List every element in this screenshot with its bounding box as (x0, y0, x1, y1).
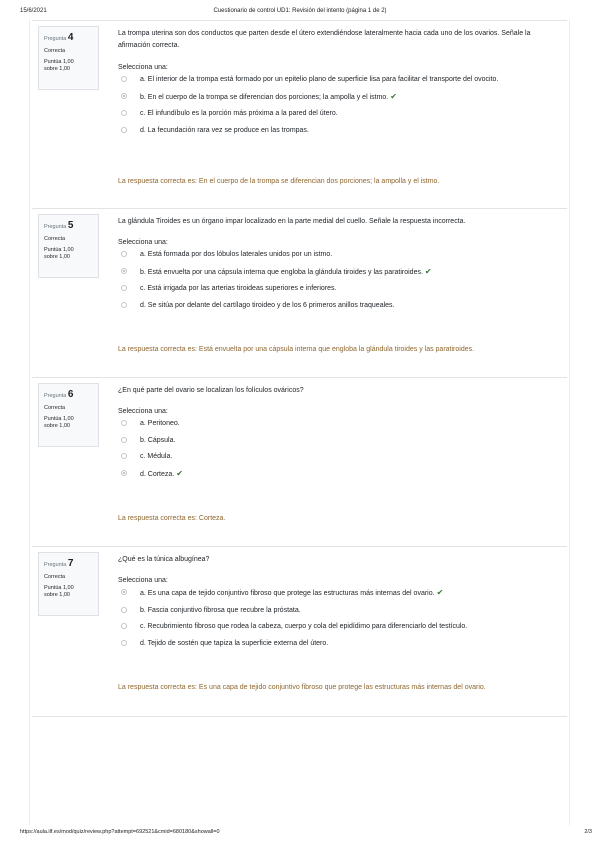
answer-option[interactable] (118, 249, 558, 261)
question-text: La glándula Tiroides es un órgano impar localizado en la parte medial del cuello. Señale la respuesta incorrecta. (118, 218, 466, 225)
answer-option[interactable] (118, 605, 558, 617)
check-icon: ✔ (436, 588, 444, 597)
question-score: Puntúa 1,00 (44, 415, 74, 422)
option-label: a. El interior de la trompa está formado por un epitelio plano de superficie lisa para facilitar el transporte del ovocito. (140, 76, 499, 83)
check-icon: ✔ (424, 266, 432, 276)
answer-option[interactable] (118, 266, 558, 279)
question-5 (38, 214, 558, 369)
right-answer: La respuesta correcta es: Es una capa de tejido conjuntivo fibroso que protege las estructuras más internas del ovario. (118, 684, 486, 691)
radio-button-selected[interactable] (121, 589, 127, 595)
radio-button[interactable] (121, 285, 127, 291)
radio-button-selected[interactable] (121, 93, 127, 99)
question-score: Puntúa 1,00 (44, 58, 74, 65)
divider (32, 546, 567, 547)
option-label: d. Corteza. (140, 470, 175, 478)
answer-option[interactable] (118, 435, 558, 447)
divider (32, 20, 567, 21)
question-info (38, 383, 99, 447)
radio-button[interactable] (121, 640, 127, 646)
print-url: https://aula.ilf.es/mod/quiz/review.php?attempt=692521&cmid=680180&showall=0 (20, 829, 220, 835)
divider (32, 208, 567, 209)
question-label: Pregunta (44, 36, 67, 42)
option-label: b. Fascia conjuntivo fibrosa que recubre la próstata. (140, 606, 301, 614)
question-content (118, 214, 558, 353)
question-content (118, 26, 558, 185)
option-label: d. La fecundación rara vez se produce en las trompas. (140, 126, 309, 134)
answer-list (118, 587, 558, 650)
answer-option[interactable] (118, 451, 558, 463)
question-4 (38, 26, 558, 201)
print-title: Cuestionario de control UD1: Revisión del intento (página 1 de 2) (213, 8, 387, 14)
option-label: c. Médula. (140, 453, 173, 460)
right-answer: La respuesta correcta es: En el cuerpo de la trompa se diferencian dos porciones; la ampolla y el istmo. (118, 178, 440, 185)
question-state: Correcta (44, 47, 66, 54)
radio-button[interactable] (121, 453, 127, 459)
question-7 (38, 552, 558, 707)
radio-button[interactable] (121, 110, 127, 116)
question-state: Correcta (44, 573, 66, 580)
option-label: a. Peritoneo. (140, 420, 180, 427)
answer-option[interactable] (118, 91, 558, 104)
answer-option[interactable] (118, 283, 558, 295)
option-label: d. Tejido de sostén que tapiza la superficie externa del útero. (140, 639, 329, 647)
page-frame-right (569, 20, 570, 825)
check-icon: ✔ (176, 468, 183, 478)
radio-button[interactable] (121, 607, 127, 613)
radio-button[interactable] (121, 76, 127, 82)
question-text: ¿Qué es la túnica albugínea? (118, 556, 210, 563)
question-max-score: sobre 1,00 (44, 592, 70, 599)
page-number: 2/3 (584, 829, 592, 835)
answer-prompt: Selecciona una: (118, 577, 168, 584)
option-label: d. Se sitúa por delante del cartílago tiroideo y de los 6 primeros anillos traqueales. (140, 301, 395, 309)
radio-button[interactable] (121, 127, 127, 133)
option-label: a. Es una capa de tejido conjuntivo fibroso que protege las estructuras más internas del ovario. (140, 590, 435, 597)
option-label: b. Cápsula. (140, 436, 176, 444)
question-max-score: sobre 1,00 (44, 423, 70, 430)
question-score: Puntúa 1,00 (44, 246, 74, 253)
question-number: 5 (67, 220, 74, 231)
print-date: 15/6/2021 (20, 8, 47, 14)
check-icon: ✔ (390, 91, 397, 101)
divider (32, 377, 567, 378)
option-label: b. Está envuelta por una cápsula interna que engloba la glándula tiroides y las paratiroides. (140, 268, 423, 276)
radio-button[interactable] (121, 420, 127, 426)
radio-button[interactable] (121, 251, 127, 257)
question-content (118, 552, 558, 691)
divider (32, 716, 567, 717)
option-label: c. Está irrigada por las arterias tiroideas superiores e inferiores. (140, 285, 337, 292)
question-info (38, 214, 99, 278)
question-info (38, 552, 99, 616)
print-footer (0, 829, 600, 839)
option-label: b. En el cuerpo de la trompa se diferencian dos porciones; la ampolla y el istmo. (140, 93, 389, 101)
answer-option[interactable] (118, 108, 558, 120)
answer-option[interactable] (118, 587, 558, 600)
answer-prompt: Selecciona una: (118, 408, 168, 415)
question-label: Pregunta (44, 393, 67, 399)
answer-option[interactable] (118, 638, 558, 650)
print-header (0, 8, 600, 20)
question-info (38, 26, 99, 90)
radio-button[interactable] (121, 302, 127, 308)
question-label: Pregunta (44, 224, 67, 230)
answer-list (118, 74, 558, 137)
question-text: ¿En qué parte del ovario se localizan los folículos ováricos? (118, 387, 304, 394)
radio-button-selected[interactable] (121, 470, 127, 476)
radio-button[interactable] (121, 437, 127, 443)
question-state: Correcta (44, 404, 66, 411)
answer-list (118, 418, 558, 481)
page-frame-left (29, 20, 30, 825)
right-answer: La respuesta correcta es: Corteza. (118, 515, 226, 522)
question-max-score: sobre 1,00 (44, 254, 70, 261)
question-number: 4 (67, 32, 74, 43)
question-6 (38, 383, 558, 538)
answer-option[interactable] (118, 125, 558, 137)
option-label: c. El infundíbulo es la porción más próxima a la pared del útero. (140, 110, 338, 117)
answer-list (118, 249, 558, 312)
answer-option[interactable] (118, 300, 558, 312)
radio-button[interactable] (121, 623, 127, 629)
answer-prompt: Selecciona una: (118, 239, 168, 246)
question-content (118, 383, 558, 522)
answer-option[interactable] (118, 621, 558, 633)
option-label: a. Está formada por dos lóbulos laterales unidos por un istmo. (140, 251, 333, 258)
question-number: 7 (67, 558, 74, 569)
radio-button-selected[interactable] (121, 268, 127, 274)
right-answer: La respuesta correcta es: Está envuelta por una cápsula interna que engloba la glándula tiroides y las paratiroides. (118, 346, 475, 353)
answer-prompt: Selecciona una: (118, 64, 168, 71)
answer-option[interactable] (118, 418, 558, 430)
question-label: Pregunta (44, 562, 67, 568)
question-number: 6 (67, 389, 74, 400)
question-score: Puntúa 1,00 (44, 584, 74, 591)
question-state: Correcta (44, 235, 66, 242)
option-label: c. Recubrimiento fibroso que rodea la cabeza, cuerpo y cola del epidídimo para diferenciarlo del testículo. (140, 623, 468, 630)
question-max-score: sobre 1,00 (44, 66, 70, 73)
answer-option[interactable] (118, 468, 558, 481)
question-text: La trompa uterina son dos conductos que parten desde el útero extendiéndose lateralmente hacia cada uno de los ovarios. Señale la afirmación correcta. (118, 30, 531, 49)
answer-option[interactable] (118, 74, 558, 86)
